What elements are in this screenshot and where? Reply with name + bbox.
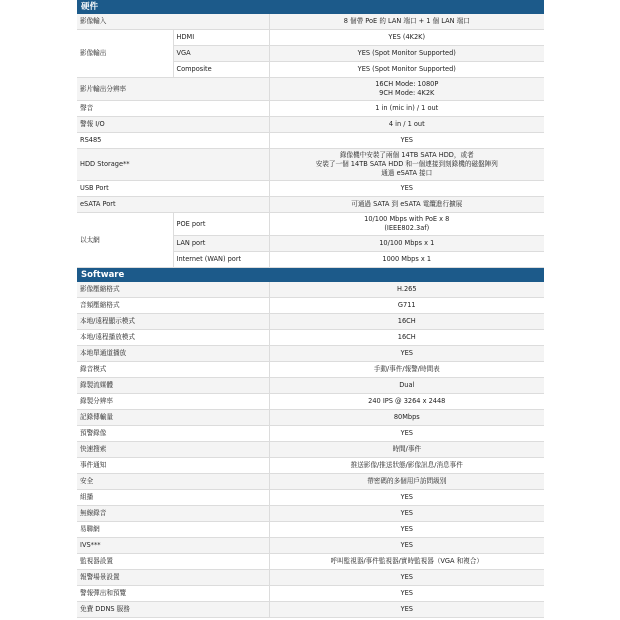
spec-label: 警報 I/O — [77, 117, 269, 133]
spec-row — [77, 442, 544, 458]
spec-sublabel: LAN port — [173, 236, 269, 252]
spec-sublabel: POE port — [173, 213, 269, 236]
software-title: Software — [77, 268, 544, 283]
spec-row — [77, 410, 544, 426]
spec-value: 80Mbps — [269, 410, 544, 426]
spec-value-line: (IEEE802.3af) — [384, 224, 430, 232]
spec-value: YES (Spot Monitor Supported) — [269, 62, 544, 78]
spec-label: USB Port — [77, 181, 269, 197]
spec-row — [77, 346, 544, 362]
spec-value: Dual — [269, 378, 544, 394]
spec-row — [77, 394, 544, 410]
spec-sublabel: HDMI — [173, 30, 269, 46]
software-section-header — [77, 268, 544, 283]
spec-row-video-output-hdmi — [77, 30, 544, 46]
spec-row-audio — [77, 101, 544, 117]
hardware-section-header — [77, 0, 544, 14]
spec-value: YES — [269, 426, 544, 442]
spec-value — [269, 149, 544, 181]
spec-row — [77, 458, 544, 474]
spec-row — [77, 282, 544, 298]
spec-value: YES — [269, 570, 544, 586]
spec-row — [77, 554, 544, 570]
spec-sublabel: Internet (WAN) port — [173, 252, 269, 268]
spec-label: 影片輸出分辨率 — [77, 78, 269, 101]
spec-row — [77, 522, 544, 538]
spec-row — [77, 538, 544, 554]
spec-label: IVS*** — [77, 538, 269, 554]
spec-row-esata — [77, 197, 544, 213]
spec-label: 影像輸出 — [77, 30, 173, 78]
spec-row — [77, 570, 544, 586]
spec-sublabel: Composite — [173, 62, 269, 78]
spec-value: 16CH — [269, 314, 544, 330]
spec-row — [77, 298, 544, 314]
spec-table — [77, 0, 544, 618]
spec-value: 呼叫監視器/事件監視器/實時監視器（VGA 和複合） — [269, 554, 544, 570]
spec-label: 本地/遠程播放模式 — [77, 330, 269, 346]
spec-row-ethernet-poe — [77, 213, 544, 236]
spec-value: YES — [269, 346, 544, 362]
spec-row-video-input — [77, 14, 544, 30]
spec-row-hdd-storage — [77, 149, 544, 181]
spec-label: 組播 — [77, 490, 269, 506]
spec-value: YES — [269, 490, 544, 506]
spec-label: 錄音模式 — [77, 362, 269, 378]
spec-value: 8 個帶 PoE 的 LAN 端口 + 1 個 LAN 端口 — [269, 14, 544, 30]
spec-label: 本地/遠程顯示模式 — [77, 314, 269, 330]
spec-value: 手動/事件/報警/時間表 — [269, 362, 544, 378]
spec-value-line: 通過 eSATA 接口 — [381, 169, 433, 177]
spec-row — [77, 330, 544, 346]
spec-row-usb — [77, 181, 544, 197]
spec-label: 錄製分辨率 — [77, 394, 269, 410]
spec-label: 報警場景設置 — [77, 570, 269, 586]
spec-value — [269, 78, 544, 101]
spec-value-line: 安裝了一個 14TB SATA HDD 和一個連接到刻錄機的磁盤陣列 — [315, 160, 498, 168]
spec-row — [77, 362, 544, 378]
spec-row — [77, 378, 544, 394]
spec-label: 聲音 — [77, 101, 269, 117]
spec-label: 影像輸入 — [77, 14, 269, 30]
spec-value: 時間/事件 — [269, 442, 544, 458]
spec-value: YES — [269, 538, 544, 554]
spec-value: YES — [269, 602, 544, 618]
spec-label: HDD Storage** — [77, 149, 269, 181]
spec-value: YES (Spot Monitor Supported) — [269, 46, 544, 62]
spec-label: 事件通知 — [77, 458, 269, 474]
spec-value — [269, 213, 544, 236]
spec-value: 1 in (mic in) / 1 out — [269, 101, 544, 117]
spec-label: 免費 DDNS 服務 — [77, 602, 269, 618]
spec-row — [77, 314, 544, 330]
spec-value: G711 — [269, 298, 544, 314]
spec-row — [77, 474, 544, 490]
spec-value: 1000 Mbps x 1 — [269, 252, 544, 268]
spec-label: 警報彈出和預覽 — [77, 586, 269, 602]
spec-row — [77, 506, 544, 522]
spec-value-line: 錄像機中安裝了兩個 14TB SATA HDD，或者 — [339, 151, 474, 159]
spec-value: 16CH — [269, 330, 544, 346]
spec-label: 安全 — [77, 474, 269, 490]
spec-value: 帶密碼的多個用戶訪問級別 — [269, 474, 544, 490]
spec-sheet — [77, 0, 544, 618]
spec-label: 預警錄像 — [77, 426, 269, 442]
spec-value: YES — [269, 181, 544, 197]
spec-row-output-resolution — [77, 78, 544, 101]
spec-value: 10/100 Mbps x 1 — [269, 236, 544, 252]
spec-row — [77, 586, 544, 602]
spec-label: 快速搜索 — [77, 442, 269, 458]
spec-row — [77, 426, 544, 442]
spec-row-rs485 — [77, 133, 544, 149]
spec-value: H.265 — [269, 282, 544, 298]
spec-value: 240 IPS @ 3264 x 2448 — [269, 394, 544, 410]
spec-sublabel: VGA — [173, 46, 269, 62]
spec-value-line: 9CH Mode: 4K2K — [379, 89, 435, 97]
spec-value: 推送影像/推送狀態/影像訊息/消息事件 — [269, 458, 544, 474]
spec-label: 無線錄音 — [77, 506, 269, 522]
spec-row — [77, 490, 544, 506]
spec-value: YES — [269, 133, 544, 149]
spec-label: eSATA Port — [77, 197, 269, 213]
spec-value: YES — [269, 506, 544, 522]
spec-label: 監視器設置 — [77, 554, 269, 570]
spec-label: 錄製流媒體 — [77, 378, 269, 394]
spec-value: YES — [269, 522, 544, 538]
spec-label: 本地單通道播放 — [77, 346, 269, 362]
spec-label: 音頻壓縮格式 — [77, 298, 269, 314]
spec-value-line: 10/100 Mbps with PoE x 8 — [364, 215, 450, 223]
spec-label: 影像壓縮格式 — [77, 282, 269, 298]
spec-value-line: 16CH Mode: 1080P — [375, 80, 439, 88]
spec-label: RS485 — [77, 133, 269, 149]
spec-row-alarm-io — [77, 117, 544, 133]
hardware-title: 硬件 — [77, 0, 544, 14]
spec-label: 以太網 — [77, 213, 173, 268]
spec-label: 易聯網 — [77, 522, 269, 538]
spec-value: 4 in / 1 out — [269, 117, 544, 133]
spec-value: 可通過 SATA 到 eSATA 電纜進行擴展 — [269, 197, 544, 213]
spec-value: YES — [269, 586, 544, 602]
spec-value: YES (4K2K) — [269, 30, 544, 46]
spec-row — [77, 602, 544, 618]
spec-label: 記錄傳輸量 — [77, 410, 269, 426]
